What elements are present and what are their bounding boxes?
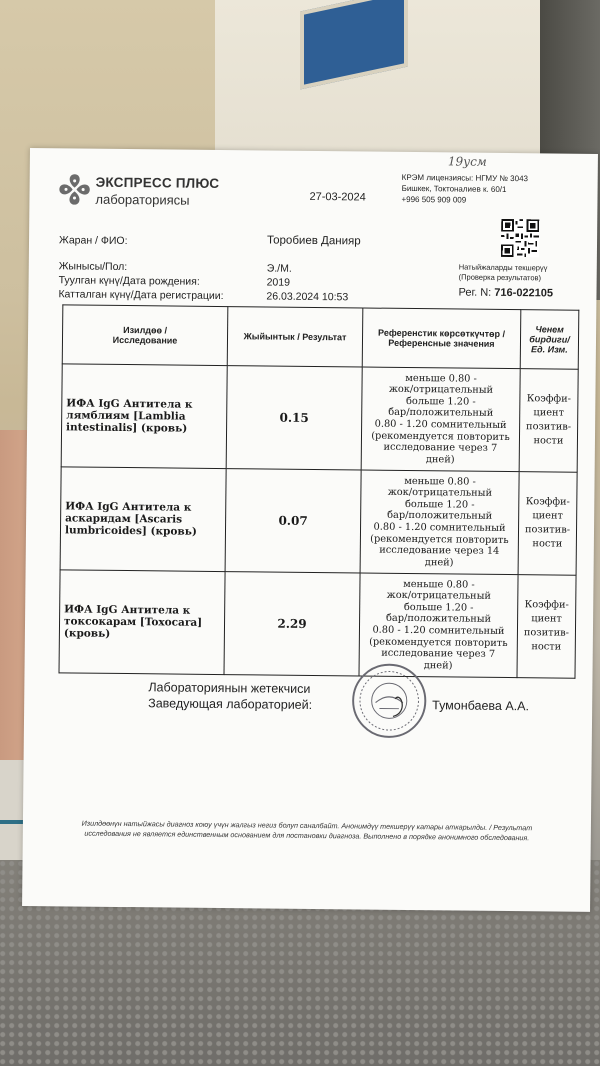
license-info xyxy=(401,172,528,206)
table-header-row xyxy=(62,305,579,369)
reference-values xyxy=(361,367,520,472)
header-unit-line: Ченем xyxy=(535,324,564,335)
ref-line: исследование через 7 xyxy=(381,647,496,661)
unit-line: позитив- xyxy=(526,421,572,433)
ref-line: 0.80 - 1.20 сомнительный xyxy=(373,521,506,535)
unit-line: ности xyxy=(532,538,563,550)
header-test-line: Исследование xyxy=(112,334,178,346)
ref-line: больше 1.20 - xyxy=(403,601,474,614)
report-date: 27-03-2024 xyxy=(309,190,366,204)
disclaimer xyxy=(77,819,537,844)
ref-line: 0.80 - 1.20 сомнительный xyxy=(374,418,507,432)
header-unit xyxy=(520,310,579,370)
qr-code-icon xyxy=(501,219,539,257)
head-of-lab-name: Тумонбаева А.А. xyxy=(432,698,530,714)
ref-line: исследование через 7 xyxy=(383,441,498,455)
header-test xyxy=(62,305,228,366)
address-line: Бишкек, Токтоналиев к. 60/1 xyxy=(401,183,507,194)
ref-line: дней) xyxy=(425,453,455,466)
unit-line: циент xyxy=(532,510,564,522)
unit-line: ности xyxy=(531,641,562,653)
header-ref-line: Референстик көрсөткүчтөр / xyxy=(378,327,506,339)
ref-line: 0.80 - 1.20 сомнительный xyxy=(372,624,505,637)
role-line: Заведующая лабораторией: xyxy=(148,696,313,712)
reg-date-label: Катталган күнү/Дата регистрации: xyxy=(58,288,224,303)
header-ref-line: Референсные значения xyxy=(388,337,495,349)
reg-number-label: Рег. N: xyxy=(458,286,492,299)
table-row xyxy=(61,364,578,472)
ref-line: (рекомендуется повторить xyxy=(371,430,510,443)
qr-label xyxy=(459,262,548,283)
unit-line: позитив- xyxy=(524,524,571,536)
qr-label-line: Натыйжаларды текшерүү xyxy=(458,262,548,273)
header-unit-line: бирдиги/ xyxy=(529,334,570,345)
unit xyxy=(517,575,576,679)
ref-line: бар/положительный xyxy=(386,613,492,626)
birth-label: Туулган күнү/Дата рождения: xyxy=(58,274,200,288)
reg-number xyxy=(458,286,553,299)
ref-line: меньше 0.80 - xyxy=(405,372,477,385)
ref-line: дней) xyxy=(423,659,453,672)
unit-line: Коэффи- xyxy=(525,496,570,508)
ref-line: бар/положительный xyxy=(387,510,493,523)
ref-line: меньше 0.80 - xyxy=(403,578,475,591)
unit-line: ности xyxy=(533,435,564,447)
test-name: ИФА IgG Антитела к лямблиям [Lamblia intestinalis] (кровь) xyxy=(61,364,227,469)
header-unit-line: Ед. Изм. xyxy=(531,344,568,355)
unit-line: позитив- xyxy=(523,627,570,639)
disclaimer-line: Изилдөөнүн натыйжасы диагноз коюу үчүн жалгыз негиз болуп саналбайт. Анонимдүү текшерүү катары аткарылды. / Результат xyxy=(81,818,533,833)
disclaimer-line: исследования не является единственным основанием для постановки диагноза. Выполнено в порядке анонимного обследования. xyxy=(84,828,530,843)
ref-line: больше 1.20 - xyxy=(404,498,475,511)
ref-line: меньше 0.80 - xyxy=(404,475,476,488)
header-result: Жыйынтык / Результат xyxy=(227,307,363,367)
reg-number-value: 716-022105 xyxy=(494,286,554,300)
lab-report-sheet xyxy=(22,148,598,912)
unit-line: Коэффи- xyxy=(526,393,572,405)
sex-label: Жынысы/Пол: xyxy=(58,260,128,274)
unit xyxy=(519,369,578,473)
test-result: 0.07 xyxy=(225,469,361,573)
ref-line: бар/положительный xyxy=(388,407,494,420)
test-result: 2.29 xyxy=(224,572,360,676)
reference-values xyxy=(360,470,519,575)
handwritten-note: 19усм xyxy=(447,154,487,169)
unit xyxy=(518,472,577,576)
header-reference xyxy=(362,308,521,369)
phone-line: +996 505 909 009 xyxy=(401,194,467,205)
brand-subtitle: лабораториясы xyxy=(95,191,190,208)
ref-line: исследование через 14 xyxy=(379,544,500,558)
patient-name: Торобиев Данияр xyxy=(266,234,361,248)
ref-line: жок/отрицательный xyxy=(388,383,494,397)
unit-line: Коэффи- xyxy=(524,599,569,611)
ref-line: больше 1.20 - xyxy=(405,395,476,408)
ref-line: (рекомендуется повторить xyxy=(370,533,509,546)
table-row xyxy=(60,467,577,575)
qr-label-line: (Проверка результатов) xyxy=(458,272,542,283)
test-name: ИФА IgG Антитела к аскаридам [Ascaris lumbricoides] (кровь) xyxy=(60,467,226,572)
ref-line: дней) xyxy=(424,556,454,569)
ref-line: (рекомендуется повторить xyxy=(369,636,508,649)
birth-value: 2019 xyxy=(266,276,291,289)
test-result: 0.15 xyxy=(226,366,362,470)
results-table xyxy=(59,304,580,678)
unit-line: циент xyxy=(533,407,565,419)
name-label: Жаран / ФИО: xyxy=(58,234,128,248)
head-of-lab-title xyxy=(148,679,312,713)
ref-line: жок/отрицательный xyxy=(386,589,491,603)
ref-line: жок/отрицательный xyxy=(387,486,493,500)
table-row xyxy=(59,570,576,678)
header-test-line: Изилдөө / xyxy=(123,324,168,336)
sex-value: Э./М. xyxy=(266,262,292,275)
clover-logo-icon xyxy=(55,170,93,208)
unit-line: циент xyxy=(531,613,562,625)
reg-date-value: 26.03.2024 10:53 xyxy=(266,290,349,304)
brand-name: ЭКСПРЕСС ПЛЮС xyxy=(95,174,220,191)
license-line: КРЭМ лицензиясы: НГМУ № 3043 xyxy=(401,172,529,184)
round-stamp-icon xyxy=(350,661,429,740)
test-name: ИФА IgG Антитела к токсокарам [Toxocara] (кровь) xyxy=(59,570,225,675)
role-line: Лабораториянын жетекчиси xyxy=(148,680,311,696)
